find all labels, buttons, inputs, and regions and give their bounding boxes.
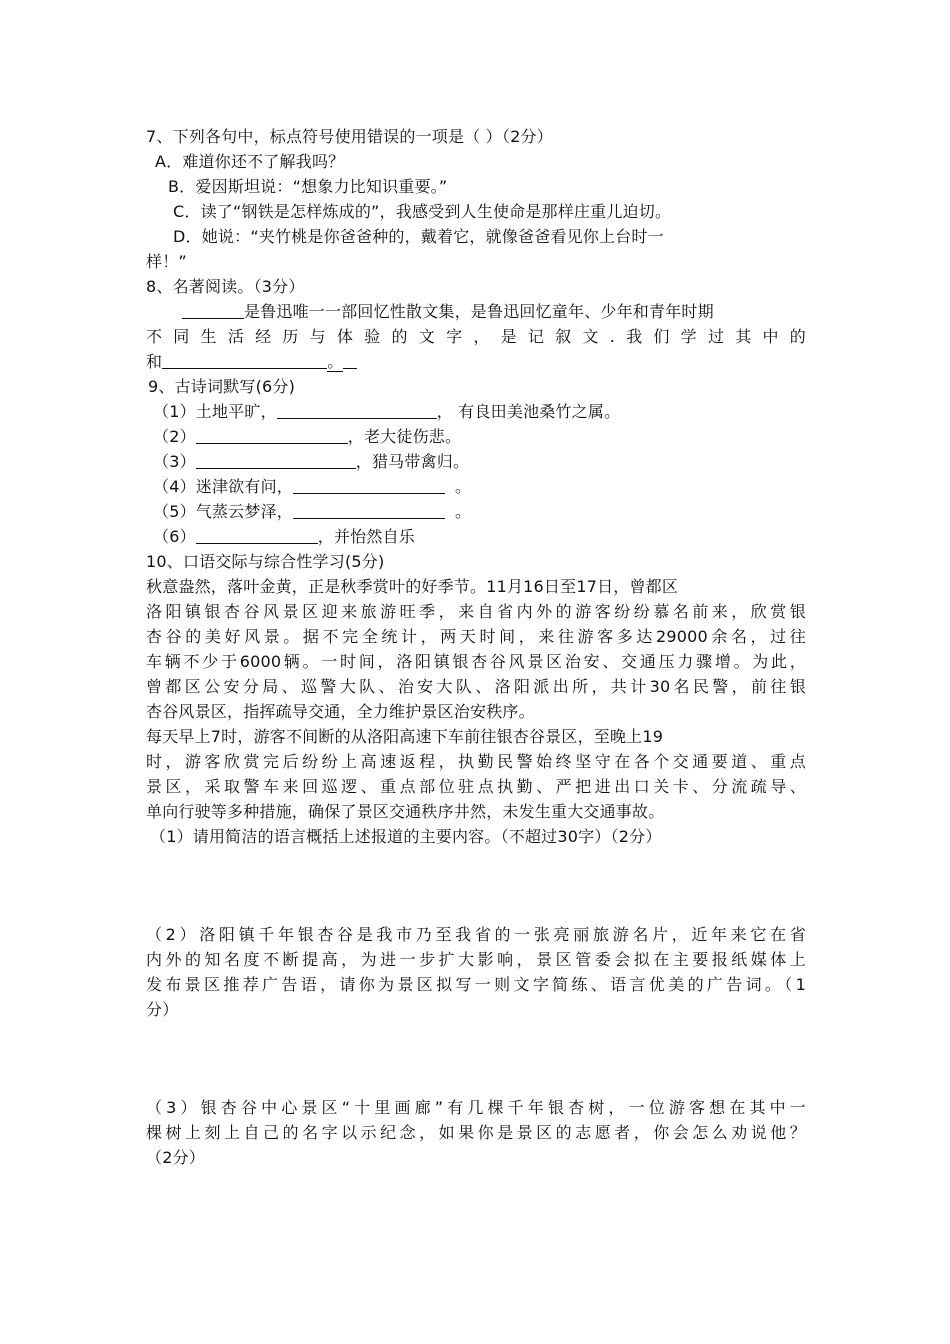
q7-option-b: B．爱因斯坦说：“想象力比知识重要。” (168, 177, 448, 196)
q10-passage2-line: 时，游客欣赏完后纷纷上高速返程，执勤民警始终坚守在各个交通要道、重点 (146, 752, 806, 771)
q9-item-2-suffix: ，老大徒伤悲。 (347, 427, 462, 446)
q9-item-3 (153, 452, 813, 472)
q10-sub3-line: （2分） (146, 1148, 205, 1167)
q8-line3 (146, 352, 806, 372)
q9-item-3-prefix: （3） (153, 452, 196, 471)
q10-sub3-line: 棵树上刻上自己的名字以示纪念，如果你是景区的志愿者，你会怎么劝说他？ (146, 1123, 806, 1142)
answer-blank[interactable] (196, 527, 318, 544)
answer-blank[interactable] (277, 402, 437, 419)
answer-blank[interactable] (293, 477, 445, 494)
q10-sub2-line: 发布景区推荐广告语，请你为景区拟写一则文字简练、语言优美的广告词。（1 (146, 975, 806, 994)
answer-blank[interactable] (196, 427, 348, 444)
q10-sub3-answer-area[interactable] (146, 1173, 806, 1273)
q9-item-3-suffix: ，猎马带禽归。 (355, 452, 470, 471)
q10-passage1-line: 杏谷的美好风景。据不完全统计，两天时间，来往游客多达29000余名，过往 (146, 627, 806, 646)
answer-blank[interactable] (343, 352, 357, 369)
q9-item-2 (153, 427, 813, 447)
q10-stem: 10、口语交际与综合性学习(5分) (146, 552, 385, 571)
q10-sub3-line: （3）银杏谷中心景区“十里画廊”有几棵千年银杏树，一位游客想在其中一 (146, 1098, 806, 1117)
q9-item-4 (153, 477, 813, 497)
q8-line3-suffix: 。 (327, 352, 344, 371)
q8-line2: 不同生活经历与体验的文字，是记叙文.我们学过其中的 (146, 327, 806, 346)
q9-item-2-prefix: （2） (153, 427, 196, 446)
q10-sub2-answer-area[interactable] (146, 1025, 806, 1095)
q7-stem: 7、下列各句中，标点符号使用错误的一项是（ ）（2分） (146, 127, 553, 146)
q8-line3-prefix: 和 (146, 352, 163, 371)
q9-item-6-suffix: ，并怡然自乐 (317, 527, 415, 546)
q10-passage2-line: 景区，采取警车来回巡逻、重点部位驻点执勤、严把进出口关卡、分流疏导、 (146, 777, 806, 796)
answer-blank[interactable] (196, 452, 356, 469)
answer-blank[interactable] (162, 352, 327, 369)
q9-item-4-suffix: 。 (454, 477, 472, 496)
q10-sub1: （1）请用简洁的语言概括上述报道的主要内容。（不超过30字）（2分） (150, 827, 662, 846)
q9-item-5-suffix: 。 (454, 502, 472, 521)
q9-item-6 (153, 527, 813, 547)
q9-item-5 (153, 502, 813, 522)
q9-item-5-prefix: （5）气蒸云梦泽， (153, 502, 293, 521)
q10-passage1-line: 杏谷风景区，指挥疏导交通，全力维护景区治安秩序。 (146, 702, 535, 721)
q9-item-1-suffix: ， 有良田美池桑竹之属。 (436, 402, 621, 421)
q8-line1 (182, 302, 842, 322)
q10-passage2-line: 每天早上7时，游客不间断的从洛阳高速下车前往银杏谷景区，至晚上19 (146, 727, 664, 746)
answer-blank[interactable] (182, 302, 244, 319)
q10-passage1-line: 曾都区公安分局、巡警大队、治安大队、洛阳派出所，共计30名民警，前往银 (146, 677, 806, 696)
q7-option-c: C．读了“钢铁是怎样炼成的”，我感受到人生使命是那样庄重儿迫切。 (173, 202, 672, 221)
q10-sub2-line: （2）洛阳镇千年银杏谷是我市乃至我省的一张亮丽旅游名片，近年来它在省 (146, 925, 806, 944)
q10-passage2-line: 单向行驶等多种措施，确保了景区交通秩序井然，未发生重大交通事故。 (146, 802, 665, 821)
q7-option-d: D．她说：“夹竹桃是你爸爸种的，戴着它，就像爸爸看见你上台时一 (173, 227, 664, 246)
q7-option-d-cont: 样！” (146, 252, 187, 271)
q9-item-6-prefix: （6） (153, 527, 196, 546)
answer-blank[interactable] (293, 502, 445, 519)
q9-stem: 9、古诗词默写(6分) (148, 377, 296, 396)
q9-item-1-prefix: （1）土地平旷， (153, 402, 277, 421)
q10-sub1-answer-area[interactable] (146, 852, 806, 922)
q9-item-1 (153, 402, 813, 422)
q8-stem: 8、名著阅读。（3分） (146, 277, 305, 296)
q10-sub2-line: 内外的知名度不断提高，为进一步扩大影响，景区管委会拟在主要报纸媒体上 (146, 950, 806, 969)
q7-option-a: A．难道你还不了解我吗？ (155, 152, 345, 171)
q10-passage1-line: 洛阳镇银杏谷风景区迎来旅游旺季，来自省内外的游客纷纷慕名前来，欣赏银 (146, 602, 806, 621)
q10-passage1-line: 车辆不少于6000辆。一时间，洛阳镇银杏谷风景区治安、交通压力骤增。为此， (146, 652, 806, 671)
q10-sub2-line: 分） (146, 1000, 179, 1019)
q8-line1-text: 是鲁迅唯一一部回忆性散文集，是鲁迅回忆童年、少年和青年时期 (244, 302, 714, 321)
q10-passage1-line: 秋意盎然，落叶金黄，正是秋季赏叶的好季节。11月16日至17日，曾都区 (146, 577, 679, 596)
q9-item-4-prefix: （4）迷津欲有问， (153, 477, 293, 496)
